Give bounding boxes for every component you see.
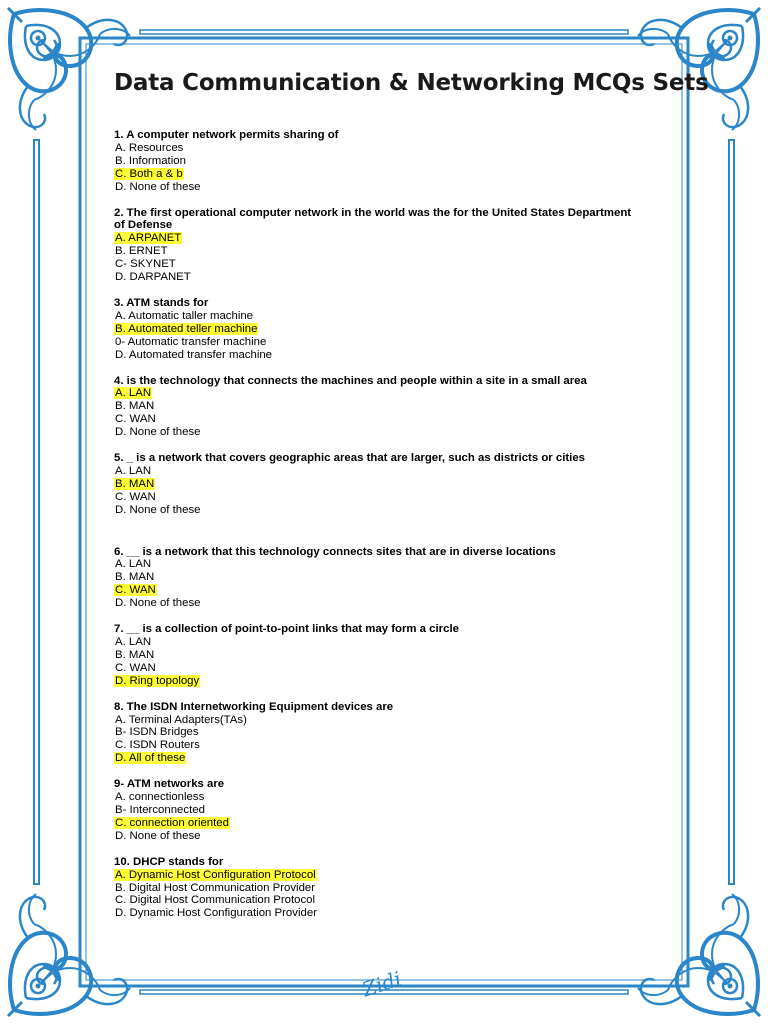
answer-option (114, 491, 634, 504)
answer-option (114, 271, 634, 284)
option-text: A. Terminal Adapters(TAs) (115, 713, 247, 726)
option-text: C. Digital Host Communication Protocol (115, 894, 316, 907)
option-text: C. ISDN Routers (115, 739, 200, 752)
question-block (114, 856, 634, 921)
answer-option-highlighted (114, 323, 634, 336)
option-text: D. All of these (115, 752, 186, 765)
option-text: C- SKYNET (115, 258, 176, 271)
answer-option (114, 636, 634, 649)
option-text: D. Ring topology (115, 674, 200, 687)
answer-option-highlighted (114, 817, 634, 830)
question-text: 5. _ is a network that covers geographic areas that are larger, such as districts or cities (114, 452, 586, 465)
answer-option (114, 155, 634, 168)
question-block (114, 207, 634, 284)
answer-option (114, 830, 634, 843)
option-text: B. Digital Host Communication Provider (115, 881, 316, 894)
question-block (114, 129, 634, 194)
option-text: A. Dynamic Host Configuration Protocol (115, 868, 316, 881)
option-text: B. ERNET (115, 245, 168, 258)
answer-option (114, 142, 634, 155)
question-text: 2. The first operational computer network in the world was the for the United States Department of Defense (114, 206, 632, 232)
question-text: 10. DHCP stands for (114, 855, 224, 868)
answer-option (114, 597, 634, 610)
option-text: B- ISDN Bridges (115, 726, 199, 739)
question-text: 9- ATM networks are (114, 778, 225, 791)
answer-option-highlighted (114, 675, 634, 688)
answer-option (114, 413, 634, 426)
question-text: 6. __ is a network that this technology connects sites that are in diverse locations (114, 545, 556, 558)
answer-option (114, 894, 634, 907)
option-text: B. MAN (115, 477, 155, 490)
option-text: D. None of these (115, 426, 201, 439)
question-text: 4. is the technology that connects the machines and people within a site in a small area (114, 374, 587, 387)
option-text: D. Automated transfer machine (115, 348, 273, 361)
answer-option (114, 258, 634, 271)
question-block (114, 778, 634, 843)
option-text: D. DARPANET (115, 271, 191, 284)
question-text: 3. ATM stands for (114, 296, 209, 309)
option-text: B- Interconnected (115, 803, 205, 816)
question-list (114, 129, 634, 920)
watermark-signature: Zidi (359, 966, 405, 1002)
question-text: 7. __ is a collection of point-to-point links that may form a circle (114, 623, 459, 636)
answer-option (114, 349, 634, 362)
answer-option (114, 336, 634, 349)
option-text: B. Automated teller machine (115, 322, 258, 335)
question-text: 1. A computer network permits sharing of (114, 129, 339, 141)
option-text: C. WAN (115, 584, 156, 597)
answer-option (114, 465, 634, 478)
option-text: A. LAN (115, 558, 152, 571)
question-block (114, 375, 634, 440)
question-block (114, 297, 634, 362)
option-text: 0- Automatic transfer machine (115, 335, 267, 348)
option-text: B. Information (115, 154, 186, 167)
answer-option-highlighted (114, 232, 634, 245)
option-text: B. MAN (115, 648, 155, 661)
answer-option (114, 726, 634, 739)
answer-option-highlighted (114, 168, 634, 181)
answer-option (114, 907, 634, 920)
option-text: A. Resources (115, 141, 184, 154)
option-text: C. WAN (115, 661, 156, 674)
answer-option-highlighted (114, 752, 634, 765)
answer-option (114, 181, 634, 194)
answer-option (114, 558, 634, 571)
answer-option (114, 662, 634, 675)
answer-option (114, 649, 634, 662)
answer-option (114, 310, 634, 323)
option-text: A. LAN (115, 636, 152, 648)
answer-option-highlighted (114, 869, 634, 882)
answer-option (114, 504, 634, 517)
option-text: B. MAN (115, 571, 155, 584)
answer-option (114, 882, 634, 895)
answer-option (114, 400, 634, 413)
option-text: D. Dynamic Host Configuration Provider (115, 907, 317, 920)
question-block (114, 701, 634, 766)
option-text: A. Automatic taller machine (115, 309, 254, 322)
option-text: C. WAN (115, 413, 156, 426)
answer-option (114, 426, 634, 439)
answer-option (114, 245, 634, 258)
page-title: Data Communication & Networking MCQs Sets (114, 70, 709, 96)
option-text: B. MAN (115, 400, 155, 413)
option-text: D. None of these (115, 829, 201, 842)
option-text: D. None of these (115, 180, 201, 193)
answer-option (114, 571, 634, 584)
answer-option-highlighted (114, 584, 634, 597)
question-text: 8. The ISDN Internetworking Equipment devices are (114, 700, 394, 713)
option-text: A. ARPANET (115, 232, 182, 245)
option-text: A. LAN (115, 387, 152, 400)
option-text: C. WAN (115, 490, 156, 503)
answer-option (114, 804, 634, 817)
option-text: A. connectionless (115, 791, 205, 804)
answer-option (114, 791, 634, 804)
option-text: C. Both a & b (115, 167, 183, 180)
option-text: D. None of these (115, 597, 201, 610)
question-block (114, 623, 634, 688)
option-text: A. LAN (115, 464, 152, 477)
option-text: D. None of these (115, 503, 201, 516)
answer-option-highlighted (114, 387, 634, 400)
question-block (114, 546, 634, 611)
option-text: C. connection oriented (115, 816, 229, 829)
answer-option (114, 714, 634, 727)
question-block (114, 452, 634, 517)
answer-option-highlighted (114, 478, 634, 491)
answer-option (114, 739, 634, 752)
